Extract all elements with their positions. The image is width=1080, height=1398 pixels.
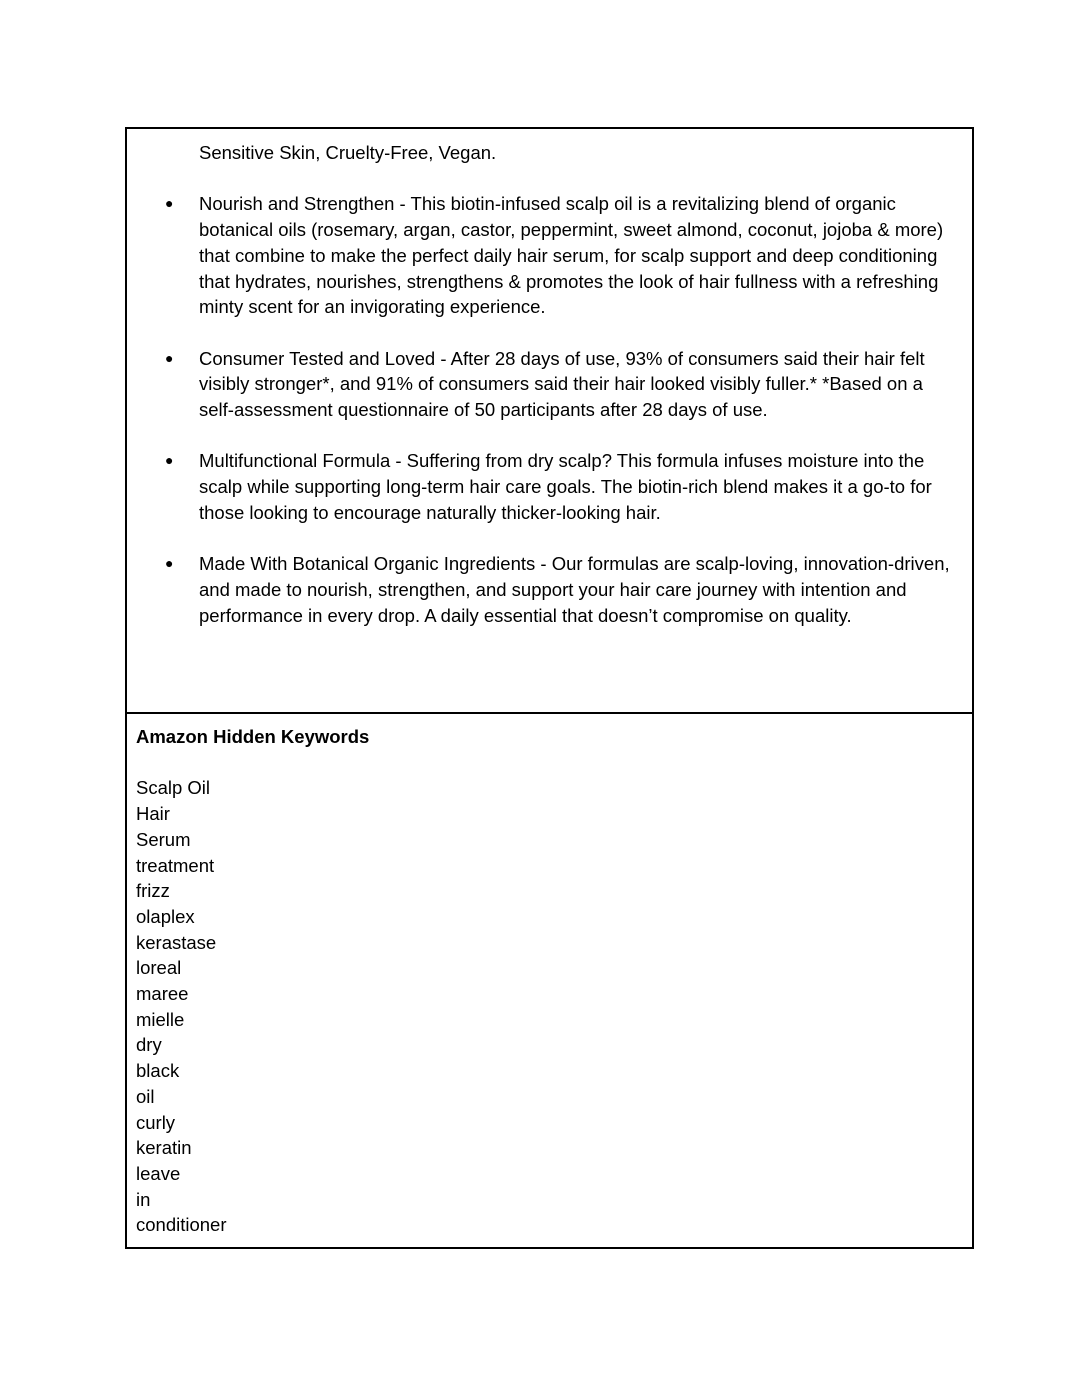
keyword-item: Hair: [136, 803, 170, 825]
keyword-item: in: [136, 1188, 151, 1210]
keyword-item: maree: [136, 983, 189, 1005]
bullet-item: [127, 448, 962, 525]
bullet-text: Consumer Tested and Loved - After 28 days of use, 93% of consumers said their hair felt visibly stronger*, and 91% of consumers said their hair looked visibly fuller.* *Based on a self-assessment questionnaire of 50 participants after 28 days of use.: [199, 347, 925, 420]
keyword-item: leave: [136, 1162, 181, 1184]
bullet-icon: ●: [165, 452, 174, 469]
keyword-item: dry: [136, 1034, 162, 1056]
hidden-keywords-heading: Amazon Hidden Keywords: [136, 726, 370, 747]
hidden-keywords-cell: [127, 714, 972, 1247]
keyword-item: curly: [136, 1111, 176, 1133]
bullet-icon: ●: [165, 555, 174, 572]
keyword-item: Scalp Oil: [136, 777, 211, 799]
keyword-item: Serum: [136, 828, 191, 850]
bullet-item: [127, 346, 962, 423]
keyword-list: [136, 775, 962, 1238]
keyword-item: mielle: [136, 1008, 185, 1030]
bullet-list: [127, 191, 962, 628]
bullet-icon: ●: [165, 349, 174, 366]
keyword-item: oil: [136, 1085, 155, 1107]
bullet-text: Multifunctional Formula - Suffering from dry scalp? This formula infuses moisture into the scalp while supporting long-term hair care goals. The biotin-rich blend makes it a go-to for those looking to encourage naturally thicker-looking hair.: [199, 450, 932, 523]
keyword-item: keratin: [136, 1137, 192, 1159]
bullet-points-cell: [127, 129, 972, 714]
keyword-item: treatment: [136, 854, 215, 876]
bullet-text: Made With Botanical Organic Ingredients - Our formulas are scalp-loving, innovation-driven, and made to nourish, strengthen, and support your hair care journey with intention and performance in every drop. A daily essential that doesn’t compromise on quality.: [199, 553, 950, 626]
keyword-item: olaplex: [136, 905, 195, 927]
bullet-item: [127, 551, 962, 628]
keyword-item: black: [136, 1060, 180, 1082]
bullet-text: Nourish and Strengthen - This biotin-infused scalp oil is a revitalizing blend of organic botanical oils (rosemary, argan, castor, peppermint, sweet almond, coconut, jojoba & more) that combine to make the perfect daily hair serum, for scalp support and deep conditioning that hydrates, nourishes, strengthens & promotes the look of hair fullness with a refreshing minty scent for an invigorating experience.: [199, 193, 944, 318]
bullet-item: [127, 191, 962, 320]
keyword-item: kerastase: [136, 931, 217, 953]
keyword-item: loreal: [136, 957, 182, 979]
keyword-item: conditioner: [136, 1214, 227, 1236]
continuation-text: Sensitive Skin, Cruelty-Free, Vegan.: [199, 142, 497, 163]
bullet-icon: ●: [165, 195, 174, 212]
listing-table: [125, 127, 974, 1249]
keyword-item: frizz: [136, 880, 170, 902]
